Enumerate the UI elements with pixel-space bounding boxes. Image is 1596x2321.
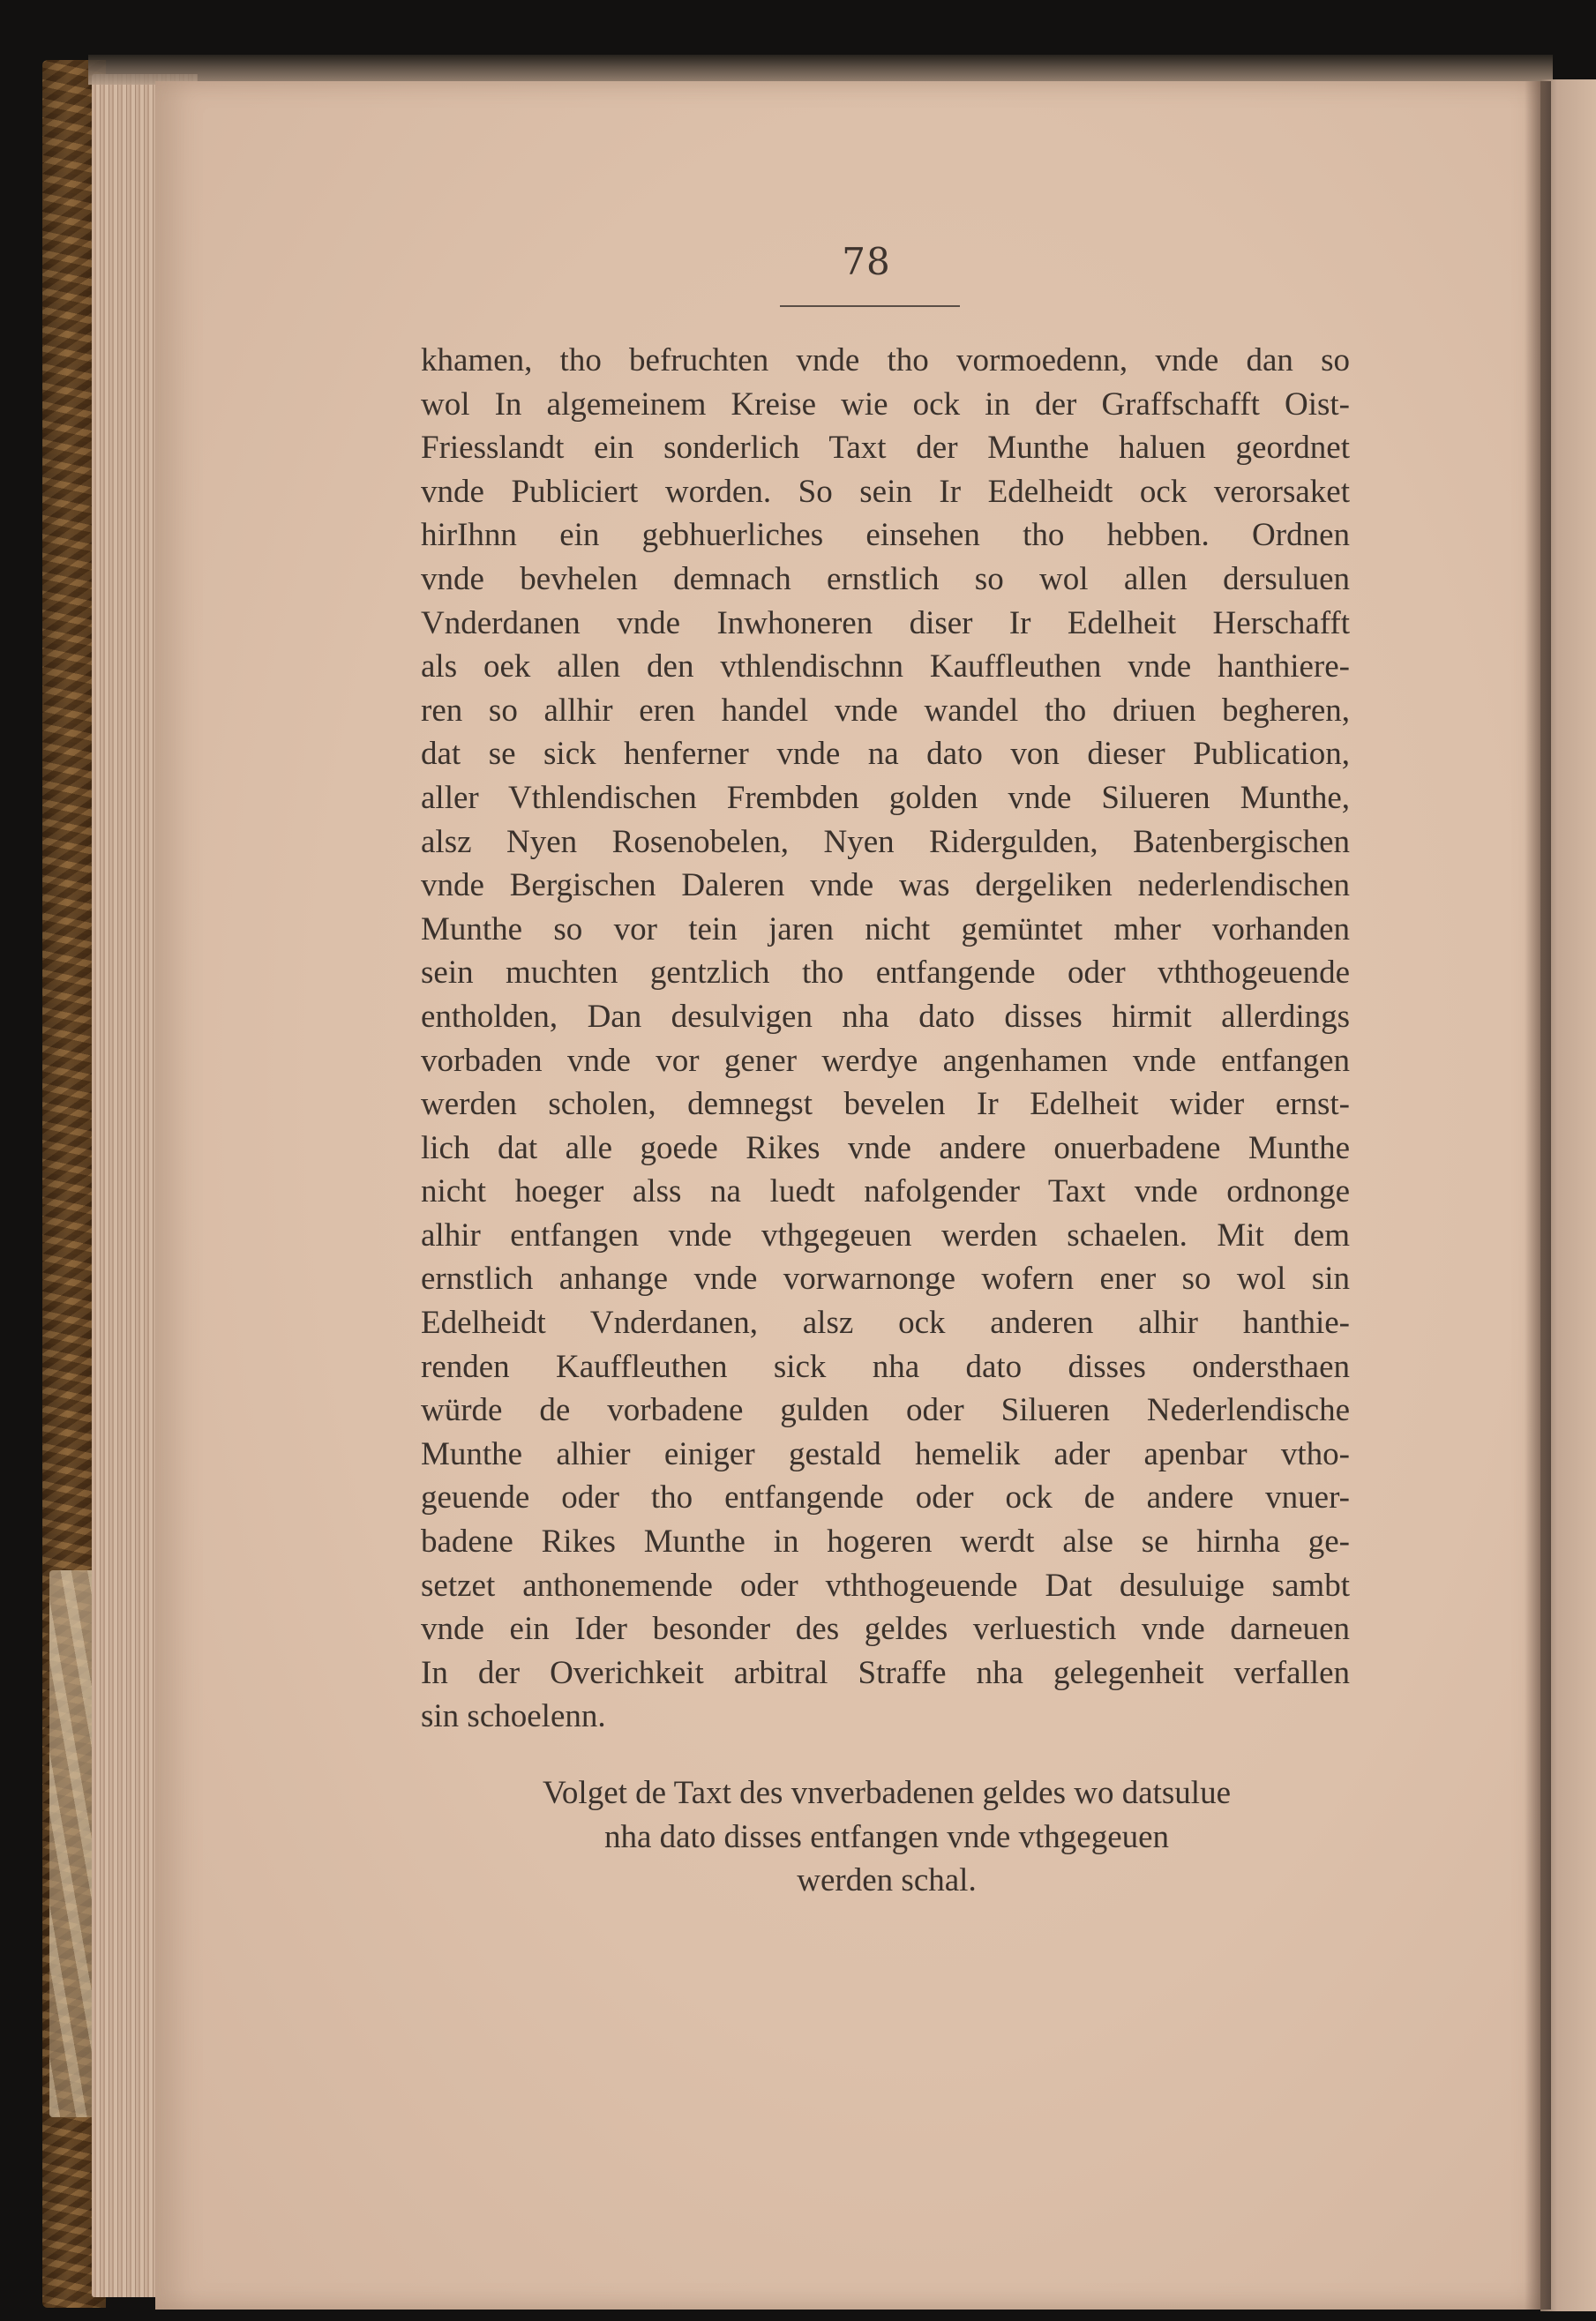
body-line: vnde Publiciert worden. So sein Ir Edelheidt ock verorsaket bbox=[421, 473, 1350, 510]
body-line: setzet anthonemende oder vththogeuende Dat desuluige sambt bbox=[421, 1567, 1350, 1604]
body-line: renden Kauffleuthen sick nha dato disses ondersthaen bbox=[421, 1348, 1350, 1385]
body-line: alhir entfangen vnde vthgegeuen werden schaelen. Mit dem bbox=[421, 1217, 1350, 1254]
body-line: alsz Nyen Rosenobelen, Nyen Ridergulden, Batenbergischen bbox=[421, 823, 1350, 860]
body-line: Vnderdanen vnde Inwhoneren diser Ir Edelheit Herschafft bbox=[421, 604, 1350, 641]
body-line: Munthe alhier einiger gestald hemelik ader apenbar vtho- bbox=[421, 1435, 1350, 1472]
body-line: dat se sick henferner vnde na dato von dieser Publication, bbox=[421, 736, 1350, 773]
body-line: ernstlich anhange vnde vorwarnonge wofern ener so wol sin bbox=[421, 1261, 1350, 1298]
body-line: Edelheidt Vnderdanen, alsz ock anderen alhir hanthie- bbox=[421, 1305, 1350, 1342]
body-line: als oek allen den vthlendischnn Kauffleuthen vnde hanthiere- bbox=[421, 648, 1350, 685]
body-line: vnde ein Ider besonder des geldes verluestich vnde darneuen bbox=[421, 1611, 1350, 1648]
body-line: werden scholen, demnegst bevelen Ir Edelheit wider ernst- bbox=[421, 1086, 1350, 1123]
body-line: Friesslandt ein sonderlich Taxt der Munthe haluen geordnet bbox=[421, 430, 1350, 467]
top-page-edge bbox=[88, 55, 1553, 85]
page-gutter-shadow bbox=[1525, 81, 1551, 2310]
body-line: würde de vorbadene gulden oder Silueren Nederlendische bbox=[421, 1392, 1350, 1429]
page-number-rule bbox=[780, 305, 960, 307]
body-line: badene Rikes Munthe in hogeren werdt alse se hirnha ge- bbox=[421, 1524, 1350, 1561]
body-line: hirIhnn ein gebhuerliches einsehen tho hebben. Ordnen bbox=[421, 517, 1350, 554]
heading-line: nha dato disses entfangen vnde vthgegeuen bbox=[603, 1818, 1170, 1855]
body-line: entholden, Dan desulvigen nha dato disses hirmit allerdings bbox=[421, 998, 1350, 1035]
body-line: vorbaden vnde vor gener werdye angenhamen vnde entfangen bbox=[421, 1042, 1350, 1079]
body-line: wol In algemeinem Kreise wie ock in der Graffschafft Oist- bbox=[421, 386, 1350, 423]
body-line: sein muchten gentzlich tho entfangende oder vththogeuende bbox=[421, 955, 1350, 992]
body-line: aller Vthlendischen Frembden golden vnde Silueren Munthe, bbox=[421, 779, 1350, 816]
body-line: In der Overichkeit arbitral Straffe nha gelegenheit verfallen bbox=[421, 1654, 1350, 1691]
body-text bbox=[421, 339, 1350, 1739]
body-line: vnde Bergischen Daleren vnde was dergeliken nederlendischen bbox=[421, 867, 1350, 904]
body-line: Munthe so vor tein jaren nicht gemüntet mher vorhanden bbox=[421, 910, 1350, 947]
table-heading bbox=[423, 1771, 1350, 1903]
body-line: geuende oder tho entfangende oder ock de andere vnuer- bbox=[421, 1479, 1350, 1516]
body-line: vnde bevhelen demnach ernstlich so wol allen dersuluen bbox=[421, 560, 1350, 597]
page-number: 78 bbox=[842, 240, 891, 283]
body-line: ren so allhir eren handel vnde wandel tho driuen begheren, bbox=[421, 692, 1350, 729]
body-line: sin schoelenn. bbox=[421, 1698, 606, 1735]
heading-line: Volget de Taxt des vnverbadenen geldes wo datsulue bbox=[542, 1775, 1232, 1811]
body-line: nicht hoeger alss na luedt nafolgender Taxt vnde ordnonge bbox=[421, 1173, 1350, 1210]
body-line: khamen, tho befruchten vnde tho vormoedenn, vnde dan so bbox=[421, 342, 1350, 378]
body-line: lich dat alle goede Rikes vnde andere onuerbadene Munthe bbox=[421, 1129, 1350, 1166]
heading-line: werden schal. bbox=[797, 1862, 977, 1899]
